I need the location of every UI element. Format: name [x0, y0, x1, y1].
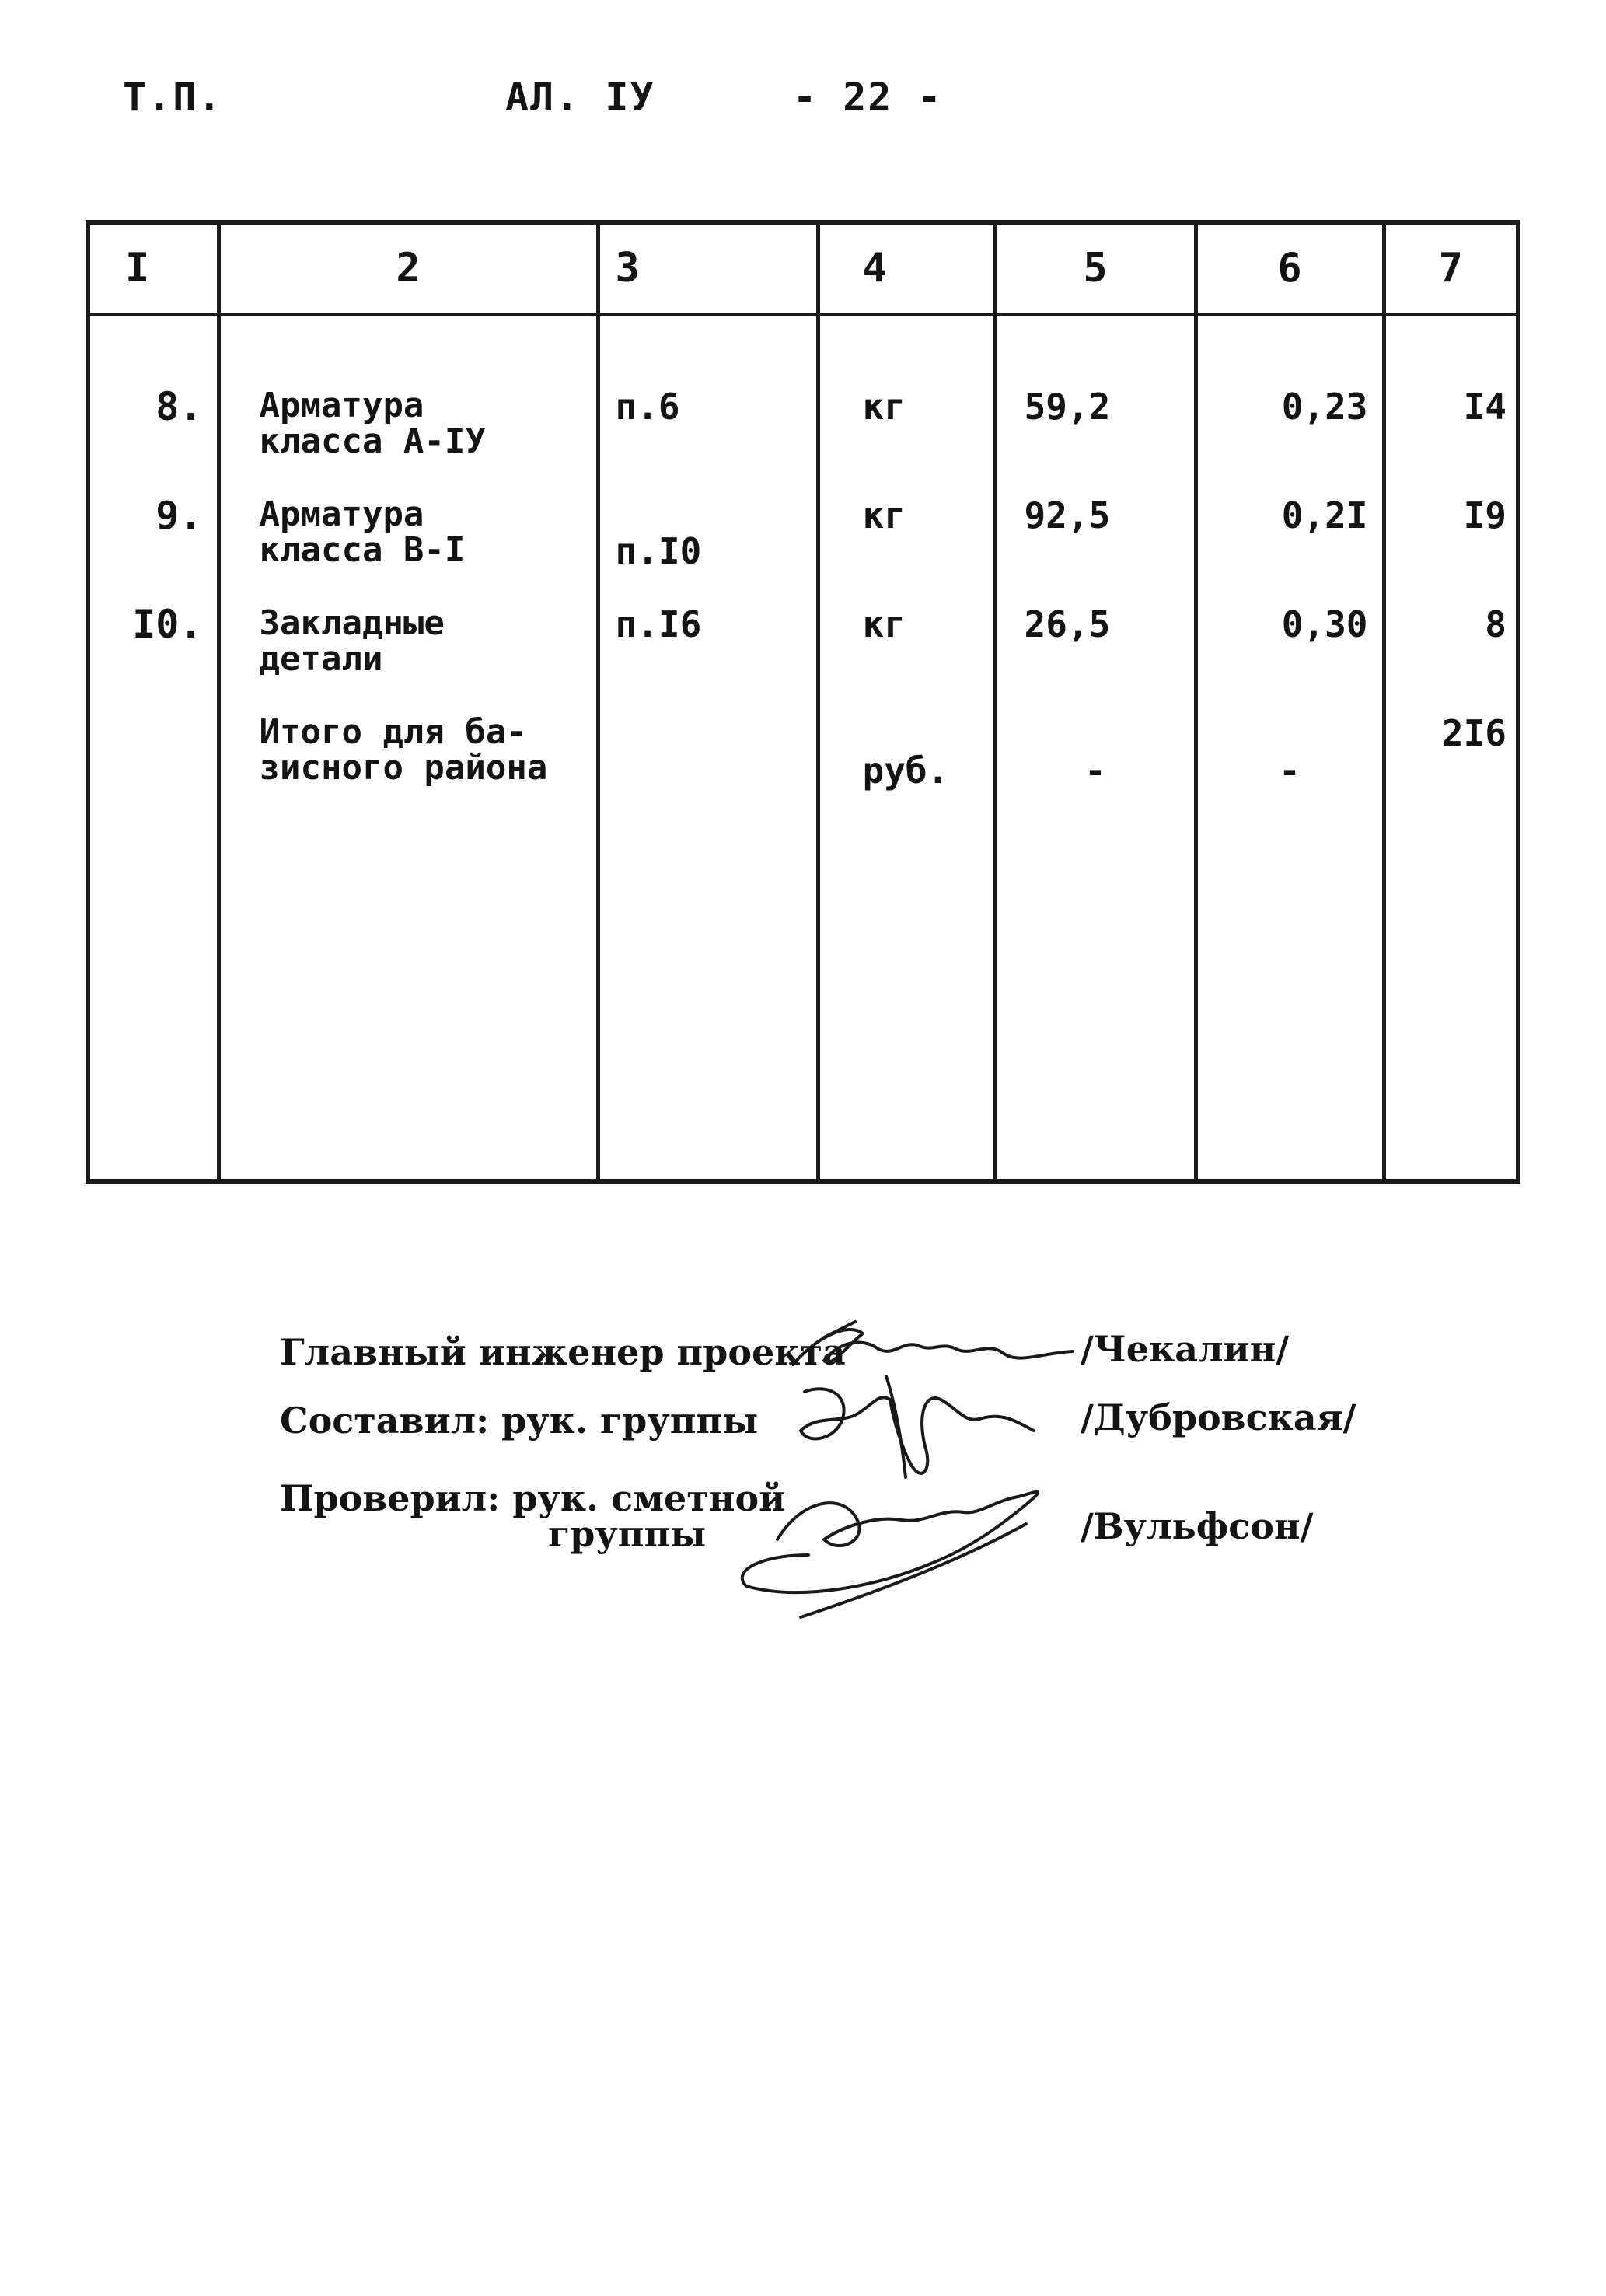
col-header-6: 6 — [1196, 222, 1384, 314]
album-number: АЛ. IУ — [505, 75, 655, 120]
checked-by-name: /Вульфсон/ — [1081, 1505, 1314, 1547]
item-name-line: детали — [259, 638, 383, 679]
item-name-line: Закладные — [259, 603, 445, 643]
item-total: I9 — [1463, 494, 1506, 536]
item-qty: 59,2 — [1024, 385, 1111, 428]
compiled-by-name: /Дубровская/ — [1081, 1396, 1356, 1438]
total-price: - — [1279, 749, 1301, 792]
signature-dubrovskaya — [801, 1389, 1034, 1473]
item-unit: кг — [862, 385, 906, 428]
total-qty: - — [1084, 749, 1106, 792]
item-ref: п.6 — [615, 385, 680, 428]
item-name-line: класса В-I — [259, 529, 466, 570]
col-header-2: 2 — [218, 222, 598, 314]
compiled-by-label: Составил: рук. группы — [280, 1400, 759, 1442]
total-label-line: Итого для ба- — [259, 711, 527, 752]
col-header-1: I — [88, 222, 218, 314]
col-header-4: 4 — [818, 222, 995, 314]
chief-engineer-label: Главный инженер проекта — [280, 1331, 846, 1373]
item-qty: 26,5 — [1024, 603, 1111, 645]
checked-by-label-cont: группы — [548, 1513, 707, 1555]
item-name-line: класса А-IУ — [259, 421, 486, 461]
item-price: 0,30 — [1281, 603, 1368, 645]
doc-code: Т.П. — [123, 75, 223, 120]
page-number: - 22 - — [793, 75, 943, 120]
item-name-line: Арматура — [259, 385, 424, 425]
row-number: I0. — [132, 601, 203, 647]
checked-by-label: Проверил: рук. сметной — [280, 1477, 786, 1519]
item-price: 0,23 — [1281, 385, 1368, 428]
item-ref: п.I6 — [615, 603, 702, 645]
col-header-5: 5 — [995, 222, 1196, 314]
item-name-line: Арматура — [259, 494, 424, 534]
item-price: 0,2I — [1281, 494, 1368, 536]
item-ref: п.I0 — [615, 529, 702, 572]
col-header-7: 7 — [1384, 222, 1518, 314]
item-unit: кг — [862, 494, 906, 536]
grand-total: 2I6 — [1441, 711, 1506, 754]
row-number: 8. — [155, 383, 203, 429]
col-header-3: 3 — [598, 222, 818, 314]
item-qty: 92,5 — [1024, 494, 1111, 536]
chief-engineer-name: /Чекалин/ — [1081, 1328, 1290, 1370]
item-total: I4 — [1463, 385, 1506, 428]
total-label-line: зисного района — [259, 747, 548, 788]
item-total: 8 — [1485, 603, 1506, 645]
total-unit: руб. — [862, 749, 949, 792]
row-number: 9. — [155, 492, 203, 538]
item-unit: кг — [862, 603, 906, 645]
signature-chekalin — [793, 1330, 1073, 1365]
